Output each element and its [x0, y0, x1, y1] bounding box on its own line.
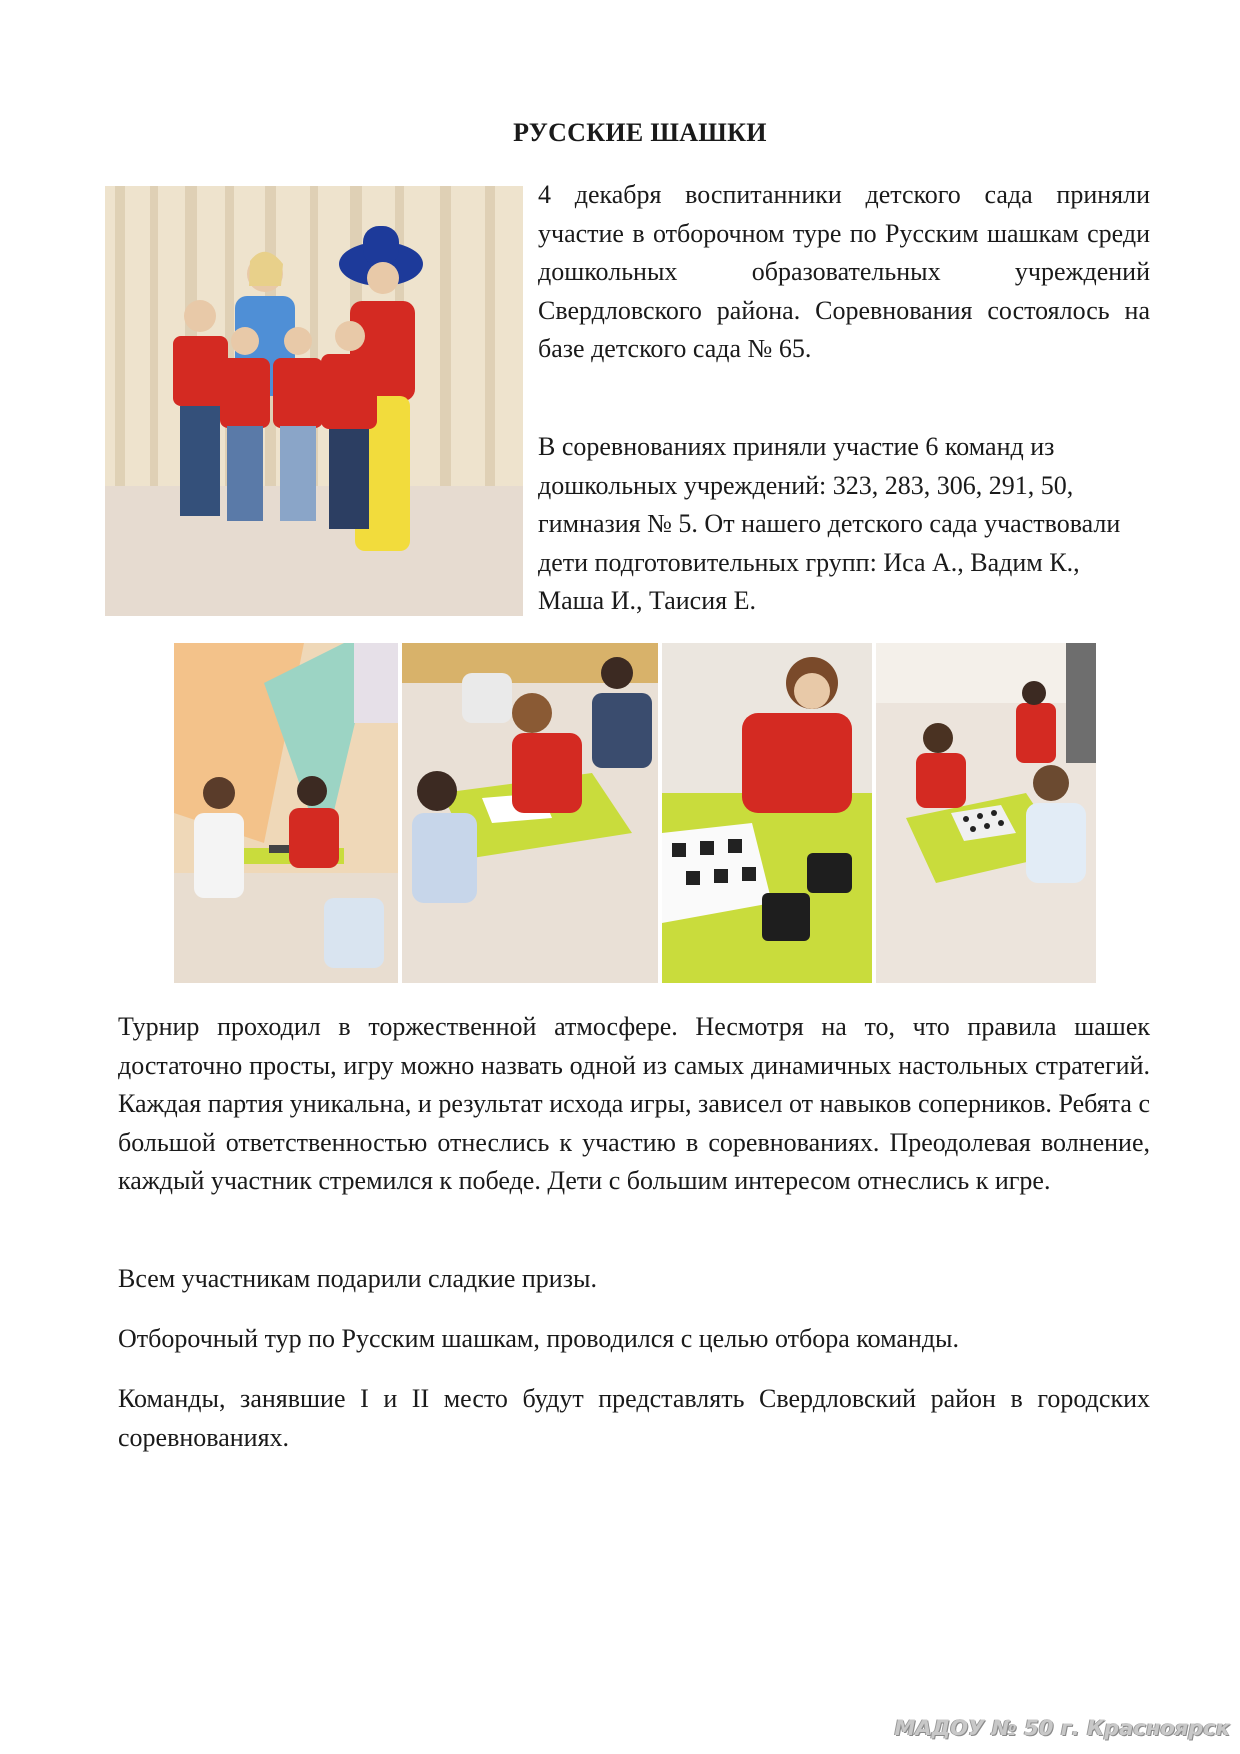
purpose-paragraph: Отборочный тур по Русским шашкам, проводился с целью отбора команды. [118, 1324, 960, 1353]
game-photo-4 [876, 643, 1096, 983]
results-paragraph: Команды, занявшие I и II место будут представлять Свердловский район в городских соревнованиях. [118, 1384, 1150, 1452]
footer-watermark: МАДОУ № 50 г. Красноярск [894, 1716, 1230, 1740]
intro-paragraph: 4 декабря воспитанники детского сада приняли участие в отборочном туре по Русским шашкам среди дошкольных образовательных учреждений Свердловского района. Соревнования состоялось на базе детского сада № 65. [538, 180, 1150, 363]
game-photo-3 [662, 643, 872, 983]
teams-paragraph: В соревнованиях приняли участие 6 команд из дошкольных учреждений: 323, 283, 306, 291, 50, гимназия № 5. От нашего детского сада участвовали дети подготовительных групп: Иса А., Вадим К., Маша И., Таисия Е. [538, 432, 1121, 615]
page-title: РУССКИЕ ШАШКИ [513, 118, 767, 147]
prizes-paragraph: Всем участникам подарили сладкие призы. [118, 1264, 597, 1293]
group-photo [105, 186, 523, 616]
tournament-paragraph: Турнир проходил в торжественной атмосфере. Несмотря на то, что правила шашек достаточно просты, игру можно назвать одной из самых динамичных настольных стратегий. Каждая партия уникальна, и результат исхода игры, зависел от навыков соперников. Ребята с большой ответственностью отнеслись к участию в соревнованиях. Преодолевая волнение, каждый участник стремился к победе. Дети с большим интересом отнеслись к игре. [118, 1012, 1150, 1195]
game-photo-2 [402, 643, 658, 983]
game-photo-1 [174, 643, 398, 983]
